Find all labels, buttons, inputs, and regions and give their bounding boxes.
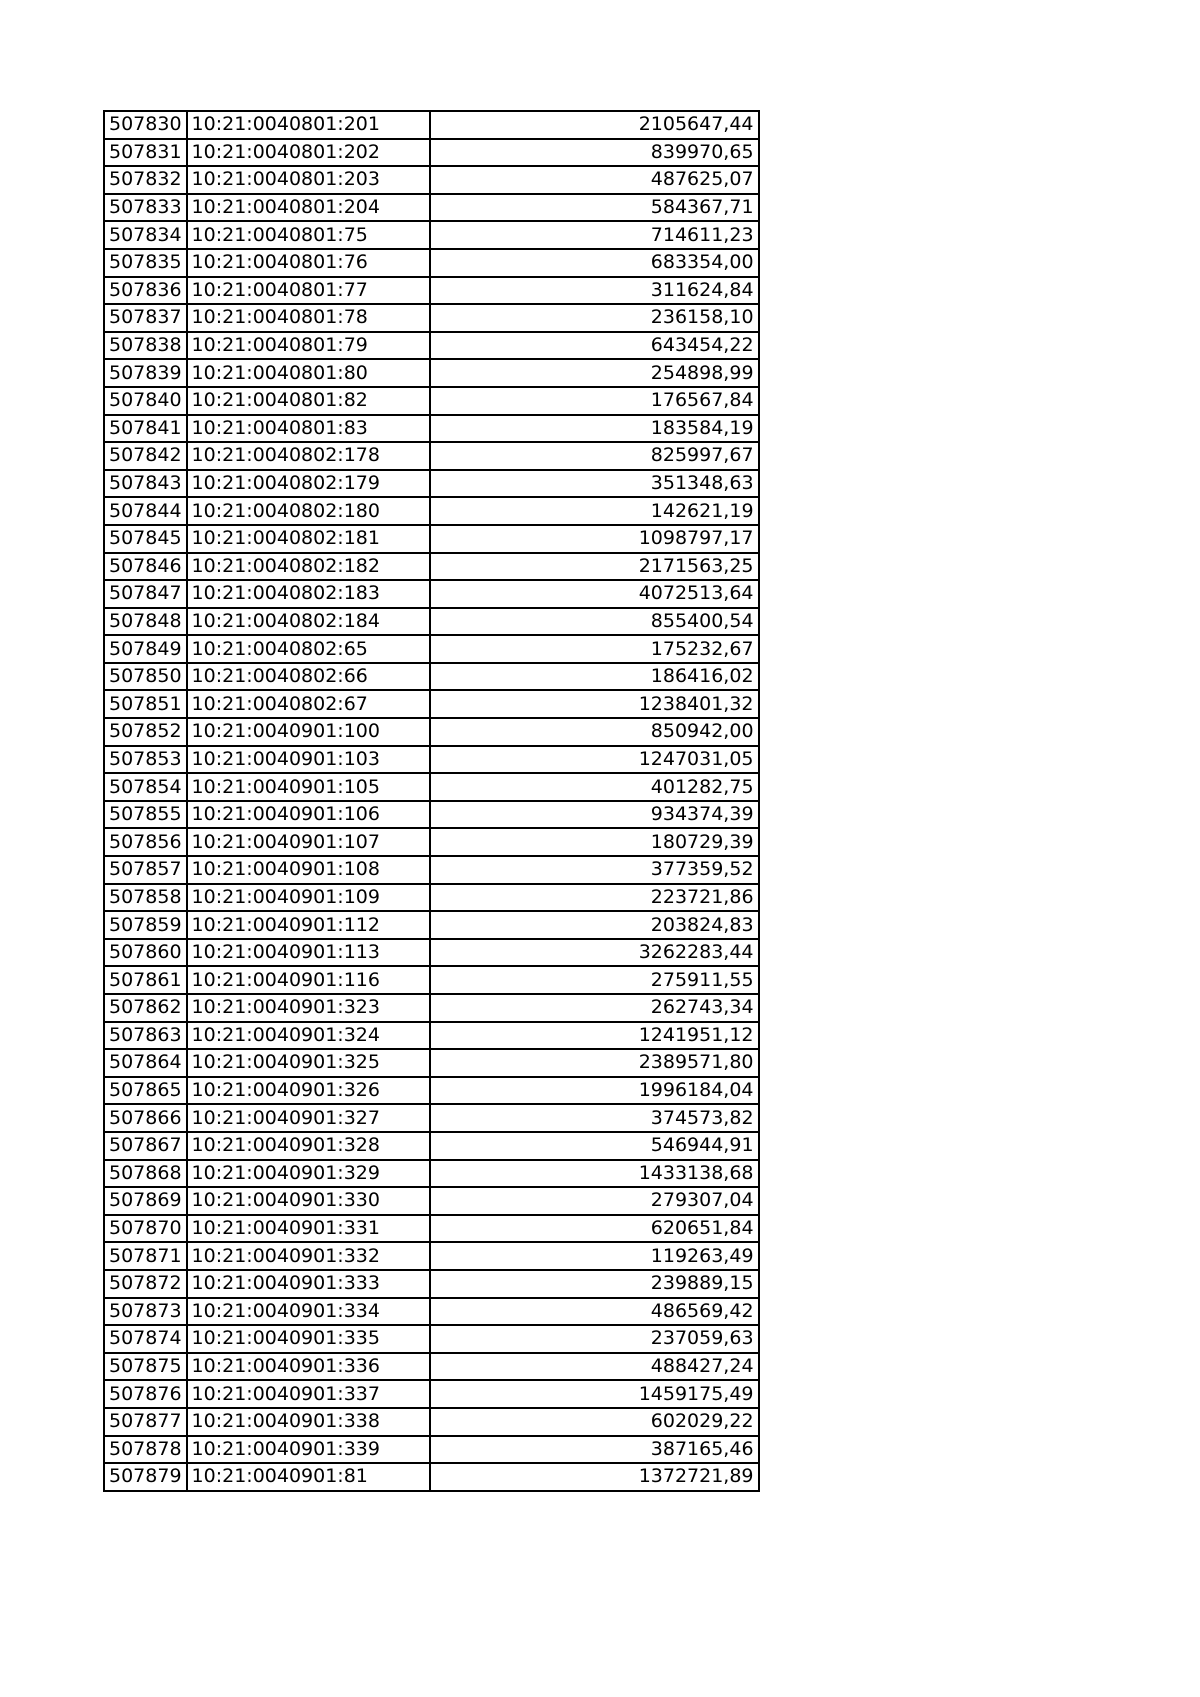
cadastral-number-cell: 10:21:0040802:181 — [187, 525, 430, 553]
table-row — [104, 497, 759, 525]
cadastral-number-cell: 10:21:0040901:326 — [187, 1077, 430, 1105]
table-row — [104, 415, 759, 443]
row-number-cell: 507842 — [104, 442, 187, 470]
cadastral-value-cell: 203824,83 — [430, 911, 759, 939]
table-row — [104, 1436, 759, 1464]
cadastral-value-cell: 401282,75 — [430, 773, 759, 801]
row-number-cell: 507845 — [104, 525, 187, 553]
table-row — [104, 580, 759, 608]
cadastral-number-cell: 10:21:0040901:330 — [187, 1187, 430, 1215]
row-number-cell: 507838 — [104, 332, 187, 360]
table-row — [104, 608, 759, 636]
row-number-cell: 507831 — [104, 139, 187, 167]
cadastral-number-cell: 10:21:0040901:324 — [187, 1022, 430, 1050]
cadastral-number-cell: 10:21:0040802:182 — [187, 553, 430, 581]
cadastral-number-cell: 10:21:0040801:82 — [187, 387, 430, 415]
table-row — [104, 1049, 759, 1077]
row-number-cell: 507873 — [104, 1298, 187, 1326]
cadastral-number-cell: 10:21:0040901:338 — [187, 1408, 430, 1436]
cadastral-number-cell: 10:21:0040802:183 — [187, 580, 430, 608]
cadastral-number-cell: 10:21:0040901:323 — [187, 994, 430, 1022]
row-number-cell: 507843 — [104, 470, 187, 498]
cadastral-value-cell: 3262283,44 — [430, 939, 759, 967]
cadastral-value-cell: 839970,65 — [430, 139, 759, 167]
row-number-cell: 507863 — [104, 1022, 187, 1050]
row-number-cell: 507839 — [104, 359, 187, 387]
table-row — [104, 884, 759, 912]
cadastral-number-cell: 10:21:0040801:75 — [187, 221, 430, 249]
cadastral-value-cell: 374573,82 — [430, 1104, 759, 1132]
cadastral-value-cell: 714611,23 — [430, 221, 759, 249]
table-row — [104, 911, 759, 939]
cadastral-value-cell: 1247031,05 — [430, 746, 759, 774]
cadastral-value-cell: 934374,39 — [430, 801, 759, 829]
cadastral-number-cell: 10:21:0040901:332 — [187, 1242, 430, 1270]
table-body — [104, 111, 759, 1491]
row-number-cell: 507848 — [104, 608, 187, 636]
cadastral-value-cell: 175232,67 — [430, 635, 759, 663]
table-row — [104, 1353, 759, 1381]
cadastral-value-cell: 311624,84 — [430, 277, 759, 305]
table-row — [104, 718, 759, 746]
cadastral-value-cell: 387165,46 — [430, 1436, 759, 1464]
cadastral-value-cell: 262743,34 — [430, 994, 759, 1022]
cadastral-value-cell: 1459175,49 — [430, 1380, 759, 1408]
cadastral-value-cell: 643454,22 — [430, 332, 759, 360]
table-row — [104, 635, 759, 663]
row-number-cell: 507870 — [104, 1215, 187, 1243]
cadastral-number-cell: 10:21:0040801:79 — [187, 332, 430, 360]
cadastral-value-cell: 119263,49 — [430, 1242, 759, 1270]
table-row — [104, 1463, 759, 1491]
table-row — [104, 111, 759, 139]
row-number-cell: 507875 — [104, 1353, 187, 1381]
table-row — [104, 1408, 759, 1436]
row-number-cell: 507871 — [104, 1242, 187, 1270]
row-number-cell: 507857 — [104, 856, 187, 884]
cadastral-number-cell: 10:21:0040801:78 — [187, 304, 430, 332]
table-row — [104, 525, 759, 553]
cadastral-value-cell: 254898,99 — [430, 359, 759, 387]
table-row — [104, 1325, 759, 1353]
table-row — [104, 1160, 759, 1188]
cadastral-value-cell: 186416,02 — [430, 663, 759, 691]
cadastral-value-cell: 486569,42 — [430, 1298, 759, 1326]
table-row — [104, 442, 759, 470]
row-number-cell: 507862 — [104, 994, 187, 1022]
cadastral-value-cell: 1996184,04 — [430, 1077, 759, 1105]
cadastral-value-cell: 2389571,80 — [430, 1049, 759, 1077]
cadastral-number-cell: 10:21:0040901:325 — [187, 1049, 430, 1077]
row-number-cell: 507835 — [104, 249, 187, 277]
row-number-cell: 507879 — [104, 1463, 187, 1491]
row-number-cell: 507877 — [104, 1408, 187, 1436]
row-number-cell: 507864 — [104, 1049, 187, 1077]
table-row — [104, 470, 759, 498]
table-row — [104, 249, 759, 277]
table-row — [104, 194, 759, 222]
table-row — [104, 1298, 759, 1326]
cadastral-value-cell: 2171563,25 — [430, 553, 759, 581]
cadastral-number-cell: 10:21:0040901:116 — [187, 966, 430, 994]
cadastral-number-cell: 10:21:0040901:339 — [187, 1436, 430, 1464]
cadastral-number-cell: 10:21:0040901:109 — [187, 884, 430, 912]
table-row — [104, 1104, 759, 1132]
row-number-cell: 507854 — [104, 773, 187, 801]
row-number-cell: 507837 — [104, 304, 187, 332]
cadastral-value-cell: 488427,24 — [430, 1353, 759, 1381]
cadastral-number-cell: 10:21:0040802:180 — [187, 497, 430, 525]
row-number-cell: 507856 — [104, 828, 187, 856]
row-number-cell: 507876 — [104, 1380, 187, 1408]
row-number-cell: 507858 — [104, 884, 187, 912]
cadastral-value-cell: 239889,15 — [430, 1270, 759, 1298]
cadastral-value-cell: 1372721,89 — [430, 1463, 759, 1491]
table-row — [104, 966, 759, 994]
row-number-cell: 507846 — [104, 553, 187, 581]
row-number-cell: 507851 — [104, 690, 187, 718]
cadastral-value-cell: 620651,84 — [430, 1215, 759, 1243]
cadastral-number-cell: 10:21:0040901:112 — [187, 911, 430, 939]
cadastral-value-cell: 4072513,64 — [430, 580, 759, 608]
cadastral-value-cell: 850942,00 — [430, 718, 759, 746]
row-number-cell: 507860 — [104, 939, 187, 967]
table-row — [104, 773, 759, 801]
cadastral-value-cell: 584367,71 — [430, 194, 759, 222]
cadastral-number-cell: 10:21:0040801:80 — [187, 359, 430, 387]
cadastral-number-cell: 10:21:0040801:201 — [187, 111, 430, 139]
table-row — [104, 801, 759, 829]
row-number-cell: 507844 — [104, 497, 187, 525]
row-number-cell: 507852 — [104, 718, 187, 746]
table-row — [104, 277, 759, 305]
row-number-cell: 507866 — [104, 1104, 187, 1132]
cadastral-value-cell: 1098797,17 — [430, 525, 759, 553]
cadastral-value-cell: 1241951,12 — [430, 1022, 759, 1050]
cadastral-number-cell: 10:21:0040901:81 — [187, 1463, 430, 1491]
row-number-cell: 507849 — [104, 635, 187, 663]
cadastral-number-cell: 10:21:0040901:106 — [187, 801, 430, 829]
table-row — [104, 1077, 759, 1105]
cadastral-value-cell: 351348,63 — [430, 470, 759, 498]
cadastral-value-cell: 825997,67 — [430, 442, 759, 470]
cadastral-value-cell: 180729,39 — [430, 828, 759, 856]
cadastral-number-cell: 10:21:0040901:337 — [187, 1380, 430, 1408]
table-row — [104, 1215, 759, 1243]
table-row — [104, 856, 759, 884]
row-number-cell: 507841 — [104, 415, 187, 443]
row-number-cell: 507855 — [104, 801, 187, 829]
cadastral-number-cell: 10:21:0040802:178 — [187, 442, 430, 470]
cadastral-number-cell: 10:21:0040801:83 — [187, 415, 430, 443]
cadastral-number-cell: 10:21:0040801:76 — [187, 249, 430, 277]
cadastral-value-cell: 855400,54 — [430, 608, 759, 636]
cadastral-number-cell: 10:21:0040901:334 — [187, 1298, 430, 1326]
cadastral-value-cell: 236158,10 — [430, 304, 759, 332]
row-number-cell: 507872 — [104, 1270, 187, 1298]
table-row — [104, 1242, 759, 1270]
table-row — [104, 994, 759, 1022]
cadastral-value-cell: 176567,84 — [430, 387, 759, 415]
cadastral-number-cell: 10:21:0040801:204 — [187, 194, 430, 222]
cadastral-number-cell: 10:21:0040901:103 — [187, 746, 430, 774]
cadastral-value-cell: 183584,19 — [430, 415, 759, 443]
cadastral-value-cell: 275911,55 — [430, 966, 759, 994]
table-row — [104, 553, 759, 581]
cadastral-number-cell: 10:21:0040901:100 — [187, 718, 430, 746]
table-row — [104, 332, 759, 360]
cadastral-value-cell: 683354,00 — [430, 249, 759, 277]
cadastral-number-cell: 10:21:0040802:67 — [187, 690, 430, 718]
row-number-cell: 507850 — [104, 663, 187, 691]
table-row — [104, 359, 759, 387]
cadastral-number-cell: 10:21:0040802:65 — [187, 635, 430, 663]
table-row — [104, 1187, 759, 1215]
row-number-cell: 507861 — [104, 966, 187, 994]
cadastral-value-cell: 546944,91 — [430, 1132, 759, 1160]
cadastral-value-table — [103, 110, 760, 1492]
cadastral-value-cell: 142621,19 — [430, 497, 759, 525]
cadastral-number-cell: 10:21:0040901:327 — [187, 1104, 430, 1132]
cadastral-number-cell: 10:21:0040901:105 — [187, 773, 430, 801]
cadastral-value-cell: 223721,86 — [430, 884, 759, 912]
cadastral-value-cell: 279307,04 — [430, 1187, 759, 1215]
table-row — [104, 663, 759, 691]
table-row — [104, 828, 759, 856]
table-row — [104, 387, 759, 415]
row-number-cell: 507830 — [104, 111, 187, 139]
cadastral-number-cell: 10:21:0040802:184 — [187, 608, 430, 636]
cadastral-number-cell: 10:21:0040901:328 — [187, 1132, 430, 1160]
cadastral-number-cell: 10:21:0040801:203 — [187, 166, 430, 194]
row-number-cell: 507840 — [104, 387, 187, 415]
row-number-cell: 507832 — [104, 166, 187, 194]
cadastral-number-cell: 10:21:0040901:331 — [187, 1215, 430, 1243]
row-number-cell: 507868 — [104, 1160, 187, 1188]
cadastral-number-cell: 10:21:0040802:66 — [187, 663, 430, 691]
row-number-cell: 507878 — [104, 1436, 187, 1464]
table-row — [104, 1270, 759, 1298]
table-row — [104, 221, 759, 249]
table-row — [104, 139, 759, 167]
table-row — [104, 1022, 759, 1050]
cadastral-number-cell: 10:21:0040901:107 — [187, 828, 430, 856]
cadastral-number-cell: 10:21:0040901:335 — [187, 1325, 430, 1353]
cadastral-number-cell: 10:21:0040801:202 — [187, 139, 430, 167]
cadastral-value-cell: 237059,63 — [430, 1325, 759, 1353]
row-number-cell: 507836 — [104, 277, 187, 305]
cadastral-number-cell: 10:21:0040801:77 — [187, 277, 430, 305]
cadastral-value-cell: 377359,52 — [430, 856, 759, 884]
row-number-cell: 507865 — [104, 1077, 187, 1105]
cadastral-number-cell: 10:21:0040901:333 — [187, 1270, 430, 1298]
cadastral-number-cell: 10:21:0040901:113 — [187, 939, 430, 967]
table-row — [104, 690, 759, 718]
row-number-cell: 507867 — [104, 1132, 187, 1160]
row-number-cell: 507859 — [104, 911, 187, 939]
row-number-cell: 507874 — [104, 1325, 187, 1353]
cadastral-value-cell: 602029,22 — [430, 1408, 759, 1436]
row-number-cell: 507833 — [104, 194, 187, 222]
cadastral-number-cell: 10:21:0040901:329 — [187, 1160, 430, 1188]
row-number-cell: 507869 — [104, 1187, 187, 1215]
row-number-cell: 507853 — [104, 746, 187, 774]
table-row — [104, 746, 759, 774]
cadastral-value-cell: 487625,07 — [430, 166, 759, 194]
row-number-cell: 507834 — [104, 221, 187, 249]
cadastral-value-cell: 1238401,32 — [430, 690, 759, 718]
table-row — [104, 1380, 759, 1408]
cadastral-number-cell: 10:21:0040901:108 — [187, 856, 430, 884]
cadastral-number-cell: 10:21:0040901:336 — [187, 1353, 430, 1381]
table-row — [104, 304, 759, 332]
table-row — [104, 1132, 759, 1160]
table-row — [104, 939, 759, 967]
row-number-cell: 507847 — [104, 580, 187, 608]
cadastral-value-cell: 1433138,68 — [430, 1160, 759, 1188]
cadastral-value-cell: 2105647,44 — [430, 111, 759, 139]
table-row — [104, 166, 759, 194]
cadastral-number-cell: 10:21:0040802:179 — [187, 470, 430, 498]
